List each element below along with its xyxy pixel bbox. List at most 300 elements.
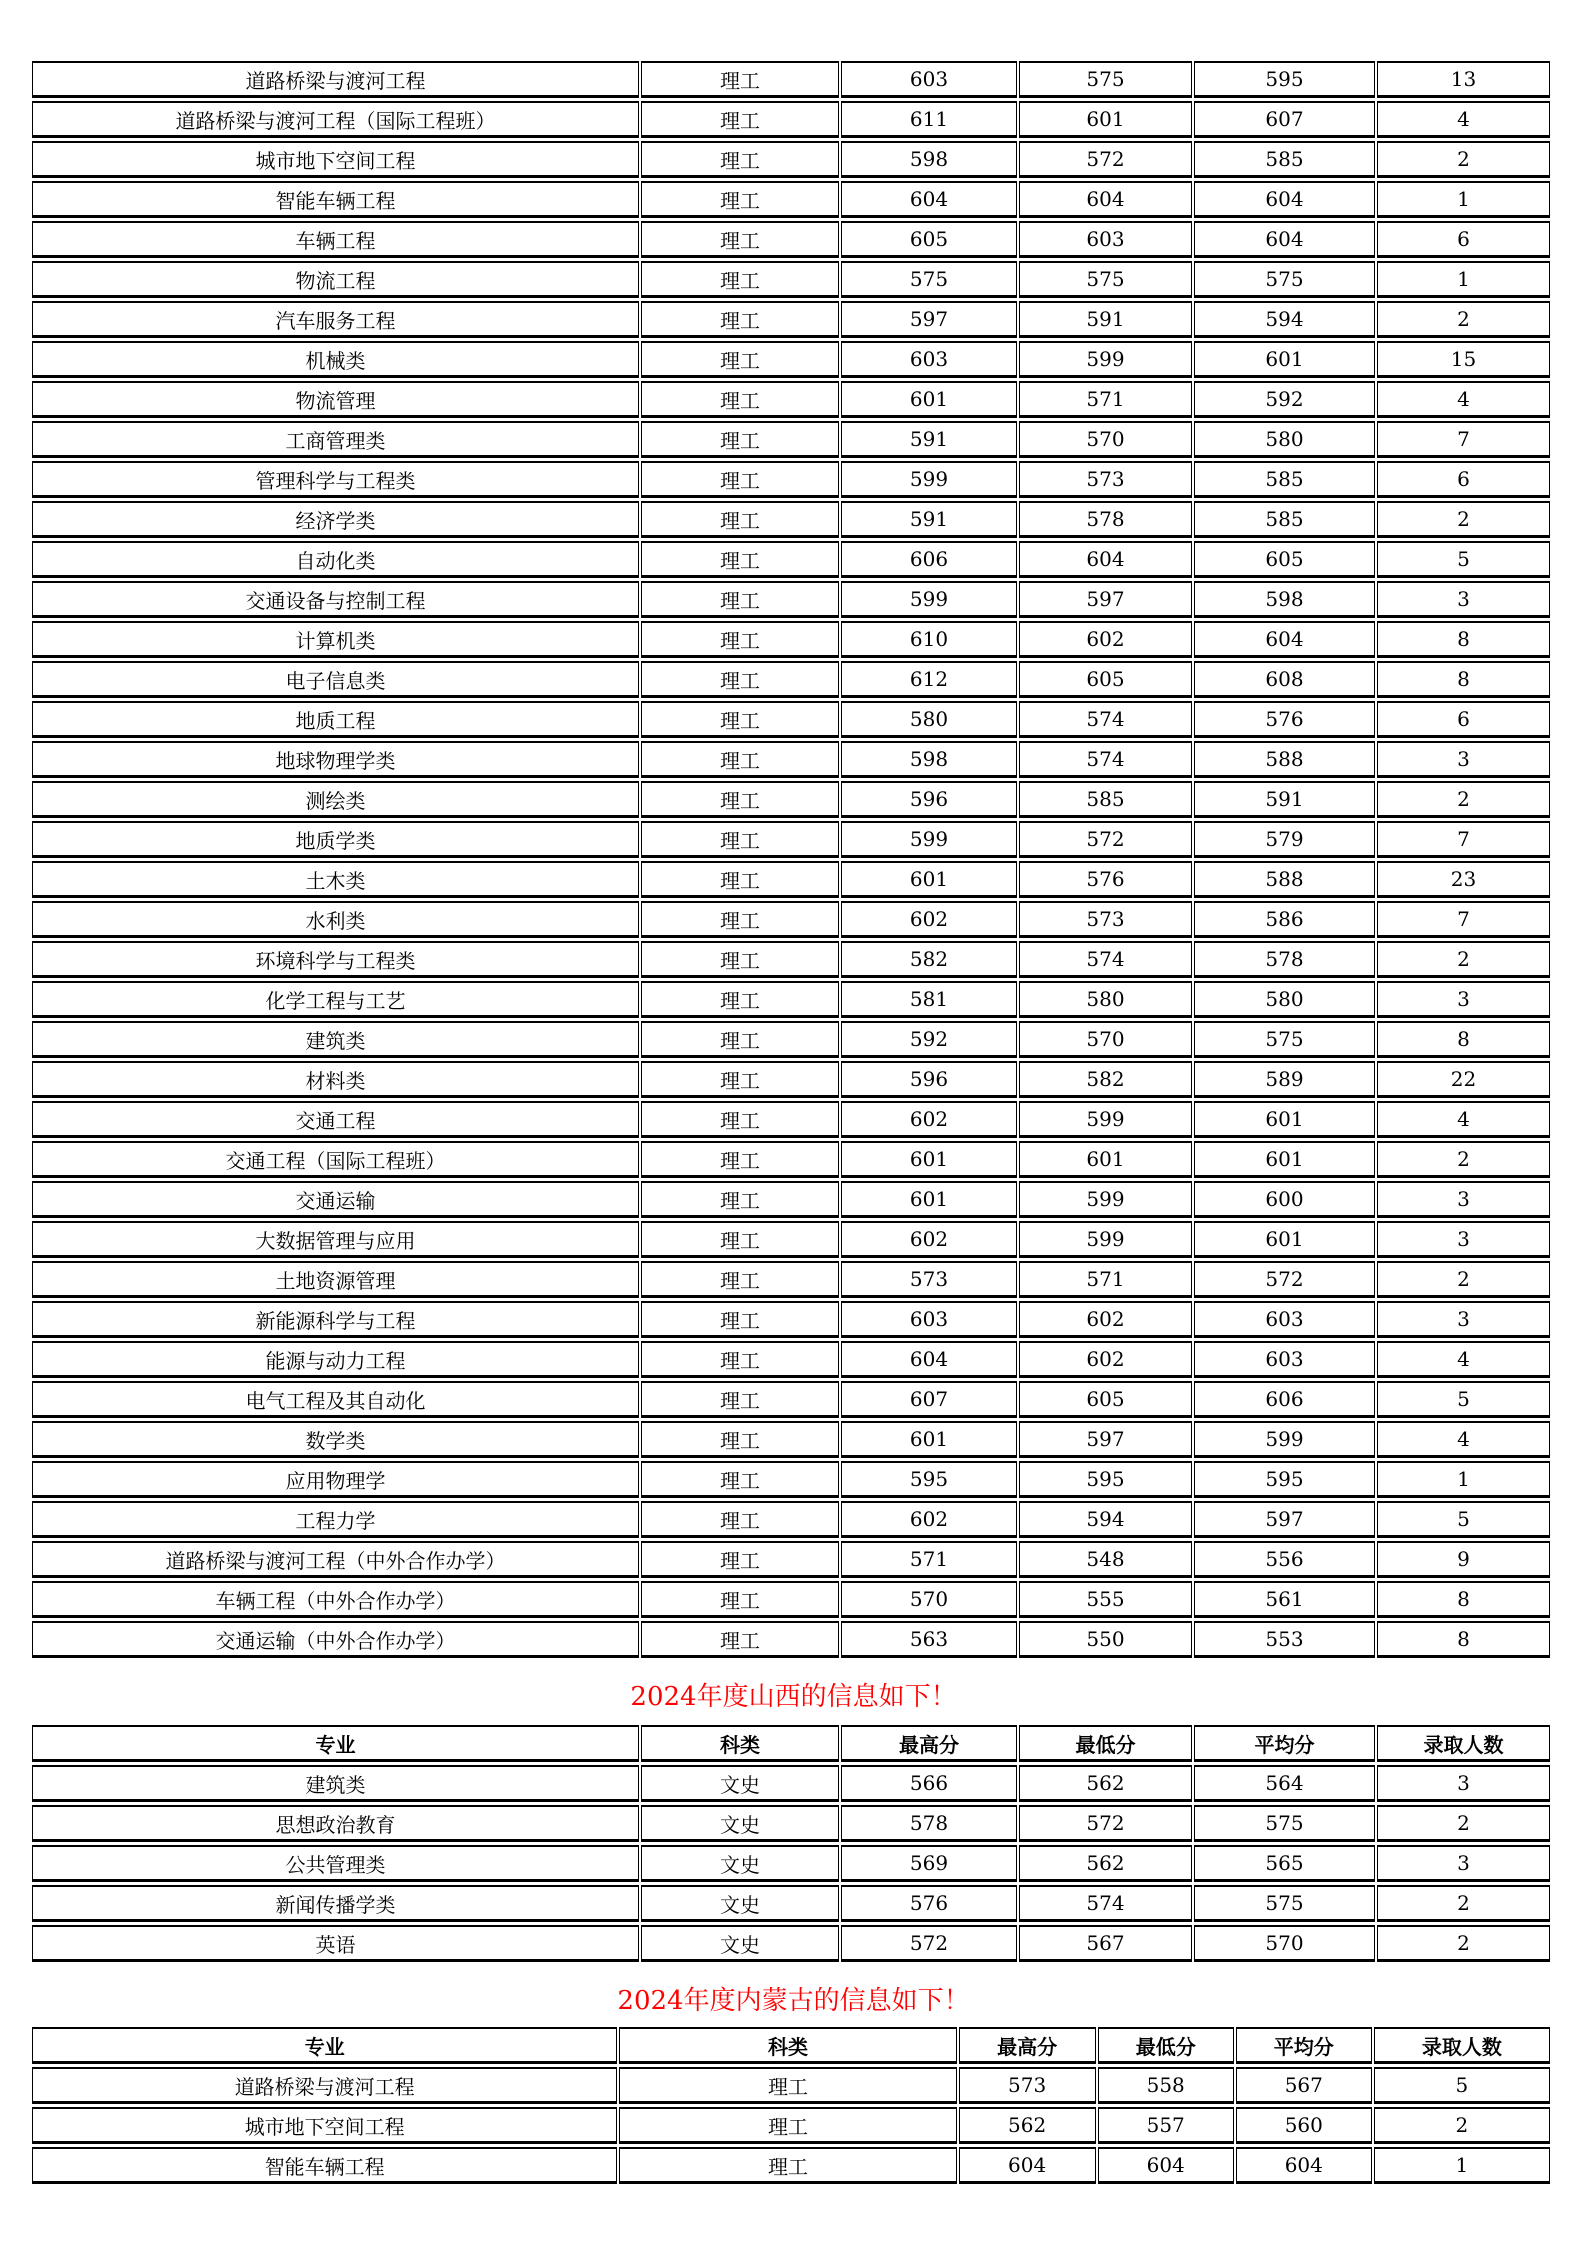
cell-admitted-count: 4 xyxy=(1377,381,1550,418)
admission-table-continued xyxy=(30,58,1552,1661)
table-row xyxy=(32,301,1550,338)
cell-min-score: 591 xyxy=(1019,301,1192,338)
cell-min-score: 574 xyxy=(1019,701,1192,738)
cell-category: 文史 xyxy=(641,1845,839,1882)
cell-min-score: 604 xyxy=(1019,541,1192,578)
cell-category: 理工 xyxy=(619,2147,956,2184)
cell-avg-score: 604 xyxy=(1194,621,1375,658)
cell-max-score: 601 xyxy=(841,861,1017,898)
cell-max-score: 575 xyxy=(841,261,1017,298)
table-row xyxy=(32,621,1550,658)
header-major: 专业 xyxy=(32,2027,617,2064)
cell-admitted-count: 22 xyxy=(1377,1061,1550,1098)
cell-category: 理工 xyxy=(641,981,839,1018)
cell-category: 理工 xyxy=(641,1341,839,1378)
cell-min-score: 601 xyxy=(1019,101,1192,138)
cell-category: 理工 xyxy=(641,421,839,458)
header-category: 科类 xyxy=(641,1725,839,1762)
cell-max-score: 612 xyxy=(841,661,1017,698)
cell-min-score: 594 xyxy=(1019,1501,1192,1538)
cell-major: 电子信息类 xyxy=(32,661,639,698)
cell-min-score: 604 xyxy=(1019,181,1192,218)
cell-max-score: 605 xyxy=(841,221,1017,258)
cell-category: 理工 xyxy=(641,1141,839,1178)
cell-avg-score: 578 xyxy=(1194,941,1375,978)
cell-category: 理工 xyxy=(641,1101,839,1138)
cell-category: 理工 xyxy=(641,501,839,538)
cell-max-score: 604 xyxy=(841,181,1017,218)
cell-avg-score: 595 xyxy=(1194,1461,1375,1498)
cell-admitted-count: 5 xyxy=(1377,541,1550,578)
cell-admitted-count: 5 xyxy=(1377,1501,1550,1538)
table-row xyxy=(32,381,1550,418)
cell-max-score: 611 xyxy=(841,101,1017,138)
cell-avg-score: 580 xyxy=(1194,421,1375,458)
cell-avg-score: 565 xyxy=(1194,1845,1375,1882)
cell-admitted-count: 7 xyxy=(1377,901,1550,938)
table-row xyxy=(32,901,1550,938)
cell-avg-score: 575 xyxy=(1194,1021,1375,1058)
header-row xyxy=(32,2027,1550,2064)
table-row xyxy=(32,661,1550,698)
cell-admitted-count: 5 xyxy=(1377,1381,1550,1418)
cell-admitted-count: 4 xyxy=(1377,101,1550,138)
cell-avg-score: 575 xyxy=(1194,261,1375,298)
cell-admitted-count: 8 xyxy=(1377,1621,1550,1658)
cell-major: 交通工程（国际工程班） xyxy=(32,1141,639,1178)
cell-admitted-count: 2 xyxy=(1377,1885,1550,1922)
cell-min-score: 603 xyxy=(1019,221,1192,258)
cell-major: 化学工程与工艺 xyxy=(32,981,639,1018)
cell-category: 理工 xyxy=(641,1461,839,1498)
cell-category: 理工 xyxy=(641,61,839,98)
cell-category: 理工 xyxy=(641,541,839,578)
cell-min-score: 595 xyxy=(1019,1461,1192,1498)
cell-avg-score: 589 xyxy=(1194,1061,1375,1098)
cell-max-score: 610 xyxy=(841,621,1017,658)
cell-max-score: 571 xyxy=(841,1541,1017,1578)
cell-min-score: 572 xyxy=(1019,821,1192,858)
cell-min-score: 585 xyxy=(1019,781,1192,818)
cell-major: 地质工程 xyxy=(32,701,639,738)
cell-category: 理工 xyxy=(641,381,839,418)
cell-max-score: 604 xyxy=(841,1341,1017,1378)
cell-category: 理工 xyxy=(641,941,839,978)
cell-avg-score: 606 xyxy=(1194,1381,1375,1418)
cell-admitted-count: 6 xyxy=(1377,701,1550,738)
cell-admitted-count: 1 xyxy=(1377,261,1550,298)
cell-min-score: 570 xyxy=(1019,421,1192,458)
cell-min-score: 599 xyxy=(1019,1101,1192,1138)
cell-admitted-count: 8 xyxy=(1377,1581,1550,1618)
cell-min-score: 575 xyxy=(1019,61,1192,98)
cell-avg-score: 560 xyxy=(1236,2107,1372,2144)
cell-avg-score: 567 xyxy=(1236,2067,1372,2104)
table-row xyxy=(32,981,1550,1018)
cell-avg-score: 607 xyxy=(1194,101,1375,138)
header-min-score: 最低分 xyxy=(1019,1725,1192,1762)
table-row xyxy=(32,501,1550,538)
cell-avg-score: 588 xyxy=(1194,861,1375,898)
cell-major: 交通运输 xyxy=(32,1181,639,1218)
table-row xyxy=(32,461,1550,498)
cell-major: 道路桥梁与渡河工程 xyxy=(32,61,639,98)
cell-major: 思想政治教育 xyxy=(32,1805,639,1842)
cell-max-score: 603 xyxy=(841,61,1017,98)
table-row xyxy=(32,2107,1550,2144)
section-title-shanxi: 2024年度山西的信息如下！ xyxy=(630,1682,957,1712)
cell-min-score: 601 xyxy=(1019,1141,1192,1178)
cell-avg-score: 598 xyxy=(1194,581,1375,618)
cell-avg-score: 608 xyxy=(1194,661,1375,698)
cell-min-score: 572 xyxy=(1019,141,1192,178)
cell-avg-score: 570 xyxy=(1194,1925,1375,1962)
cell-major: 建筑类 xyxy=(32,1021,639,1058)
table-row xyxy=(32,821,1550,858)
cell-admitted-count: 2 xyxy=(1374,2107,1550,2144)
cell-min-score: 550 xyxy=(1019,1621,1192,1658)
cell-category: 理工 xyxy=(641,781,839,818)
cell-major: 物流管理 xyxy=(32,381,639,418)
cell-max-score: 576 xyxy=(841,1885,1017,1922)
cell-major: 道路桥梁与渡河工程（中外合作办学） xyxy=(32,1541,639,1578)
cell-min-score: 574 xyxy=(1019,741,1192,778)
cell-admitted-count: 2 xyxy=(1377,1925,1550,1962)
cell-avg-score: 604 xyxy=(1194,181,1375,218)
header-max-score: 最高分 xyxy=(841,1725,1017,1762)
cell-admitted-count: 2 xyxy=(1377,941,1550,978)
section-title-neimenggu: 2024年度内蒙古的信息如下！ xyxy=(617,1986,970,2016)
header-min-score: 最低分 xyxy=(1098,2027,1234,2064)
cell-category: 理工 xyxy=(641,1501,839,1538)
cell-admitted-count: 3 xyxy=(1377,1845,1550,1882)
admission-table-shanxi xyxy=(30,1722,1552,1965)
header-admitted-count: 录取人数 xyxy=(1377,1725,1550,1762)
cell-max-score: 563 xyxy=(841,1621,1017,1658)
cell-max-score: 602 xyxy=(841,1501,1017,1538)
cell-admitted-count: 4 xyxy=(1377,1341,1550,1378)
cell-category: 理工 xyxy=(641,221,839,258)
cell-max-score: 566 xyxy=(841,1765,1017,1802)
cell-category: 理工 xyxy=(641,301,839,338)
cell-max-score: 603 xyxy=(841,341,1017,378)
table-row xyxy=(32,261,1550,298)
cell-min-score: 571 xyxy=(1019,381,1192,418)
table-row xyxy=(32,1301,1550,1338)
header-admitted-count: 录取人数 xyxy=(1374,2027,1550,2064)
cell-admitted-count: 2 xyxy=(1377,1141,1550,1178)
cell-category: 文史 xyxy=(641,1885,839,1922)
cell-avg-score: 580 xyxy=(1194,981,1375,1018)
cell-category: 理工 xyxy=(641,901,839,938)
cell-admitted-count: 6 xyxy=(1377,461,1550,498)
cell-admitted-count: 1 xyxy=(1374,2147,1550,2184)
cell-avg-score: 561 xyxy=(1194,1581,1375,1618)
cell-category: 理工 xyxy=(641,581,839,618)
cell-min-score: 570 xyxy=(1019,1021,1192,1058)
table-row xyxy=(32,701,1550,738)
table-row xyxy=(32,2147,1550,2184)
cell-max-score: 606 xyxy=(841,541,1017,578)
cell-admitted-count: 1 xyxy=(1377,181,1550,218)
cell-min-score: 599 xyxy=(1019,1221,1192,1258)
cell-major: 地球物理学类 xyxy=(32,741,639,778)
cell-category: 理工 xyxy=(641,1301,839,1338)
cell-avg-score: 604 xyxy=(1236,2147,1372,2184)
cell-major: 应用物理学 xyxy=(32,1461,639,1498)
cell-major: 交通设备与控制工程 xyxy=(32,581,639,618)
table-row xyxy=(32,1181,1550,1218)
cell-min-score: 599 xyxy=(1019,1181,1192,1218)
cell-avg-score: 553 xyxy=(1194,1621,1375,1658)
cell-max-score: 572 xyxy=(841,1925,1017,1962)
cell-min-score: 574 xyxy=(1019,941,1192,978)
header-avg-score: 平均分 xyxy=(1236,2027,1372,2064)
cell-admitted-count: 2 xyxy=(1377,301,1550,338)
cell-admitted-count: 2 xyxy=(1377,1261,1550,1298)
table-row xyxy=(32,1341,1550,1378)
cell-category: 理工 xyxy=(641,621,839,658)
cell-major: 城市地下空间工程 xyxy=(32,2107,617,2144)
table-row xyxy=(32,1805,1550,1842)
cell-admitted-count: 1 xyxy=(1377,1461,1550,1498)
cell-admitted-count: 2 xyxy=(1377,781,1550,818)
table-row xyxy=(32,101,1550,138)
cell-min-score: 576 xyxy=(1019,861,1192,898)
cell-major: 物流工程 xyxy=(32,261,639,298)
cell-min-score: 602 xyxy=(1019,621,1192,658)
cell-major: 道路桥梁与渡河工程（国际工程班） xyxy=(32,101,639,138)
cell-category: 文史 xyxy=(641,1925,839,1962)
cell-min-score: 573 xyxy=(1019,461,1192,498)
table-row xyxy=(32,1541,1550,1578)
cell-avg-score: 600 xyxy=(1194,1181,1375,1218)
cell-max-score: 603 xyxy=(841,1301,1017,1338)
cell-avg-score: 585 xyxy=(1194,141,1375,178)
cell-admitted-count: 4 xyxy=(1377,1101,1550,1138)
table-row xyxy=(32,1101,1550,1138)
cell-category: 理工 xyxy=(641,1181,839,1218)
cell-min-score: 602 xyxy=(1019,1341,1192,1378)
cell-min-score: 574 xyxy=(1019,1885,1192,1922)
cell-category: 理工 xyxy=(641,1421,839,1458)
cell-major: 新能源科学与工程 xyxy=(32,1301,639,1338)
cell-major: 土地资源管理 xyxy=(32,1261,639,1298)
cell-avg-score: 556 xyxy=(1194,1541,1375,1578)
cell-major: 英语 xyxy=(32,1925,639,1962)
table-row xyxy=(32,1141,1550,1178)
cell-major: 道路桥梁与渡河工程 xyxy=(32,2067,617,2104)
cell-category: 理工 xyxy=(619,2067,956,2104)
cell-avg-score: 604 xyxy=(1194,221,1375,258)
cell-major: 公共管理类 xyxy=(32,1845,639,1882)
cell-major: 电气工程及其自动化 xyxy=(32,1381,639,1418)
table-row xyxy=(32,1845,1550,1882)
table-row xyxy=(32,1261,1550,1298)
table-row xyxy=(32,1381,1550,1418)
cell-major: 数学类 xyxy=(32,1421,639,1458)
table-row xyxy=(32,141,1550,178)
cell-major: 建筑类 xyxy=(32,1765,639,1802)
cell-admitted-count: 3 xyxy=(1377,981,1550,1018)
cell-avg-score: 585 xyxy=(1194,501,1375,538)
cell-major: 管理科学与工程类 xyxy=(32,461,639,498)
cell-major: 工程力学 xyxy=(32,1501,639,1538)
cell-major: 交通运输（中外合作办学） xyxy=(32,1621,639,1658)
cell-admitted-count: 3 xyxy=(1377,1765,1550,1802)
table-row xyxy=(32,1221,1550,1258)
cell-avg-score: 586 xyxy=(1194,901,1375,938)
cell-admitted-count: 3 xyxy=(1377,1181,1550,1218)
cell-min-score: 548 xyxy=(1019,1541,1192,1578)
cell-admitted-count: 3 xyxy=(1377,741,1550,778)
cell-max-score: 602 xyxy=(841,901,1017,938)
table-row xyxy=(32,1581,1550,1618)
table-row xyxy=(32,1421,1550,1458)
cell-admitted-count: 13 xyxy=(1377,61,1550,98)
cell-avg-score: 601 xyxy=(1194,341,1375,378)
cell-avg-score: 576 xyxy=(1194,701,1375,738)
cell-category: 理工 xyxy=(641,1261,839,1298)
cell-major: 土木类 xyxy=(32,861,639,898)
cell-major: 能源与动力工程 xyxy=(32,1341,639,1378)
table-row xyxy=(32,581,1550,618)
cell-min-score: 597 xyxy=(1019,581,1192,618)
cell-max-score: 580 xyxy=(841,701,1017,738)
header-row xyxy=(32,1725,1550,1762)
cell-avg-score: 595 xyxy=(1194,61,1375,98)
cell-avg-score: 579 xyxy=(1194,821,1375,858)
cell-max-score: 562 xyxy=(959,2107,1096,2144)
table-row xyxy=(32,1061,1550,1098)
cell-admitted-count: 9 xyxy=(1377,1541,1550,1578)
cell-avg-score: 594 xyxy=(1194,301,1375,338)
cell-category: 理工 xyxy=(641,1061,839,1098)
cell-admitted-count: 2 xyxy=(1377,1805,1550,1842)
cell-avg-score: 601 xyxy=(1194,1101,1375,1138)
cell-avg-score: 605 xyxy=(1194,541,1375,578)
cell-category: 理工 xyxy=(641,261,839,298)
cell-admitted-count: 15 xyxy=(1377,341,1550,378)
table-row xyxy=(32,181,1550,218)
cell-max-score: 598 xyxy=(841,741,1017,778)
cell-category: 理工 xyxy=(641,661,839,698)
cell-min-score: 599 xyxy=(1019,341,1192,378)
cell-max-score: 601 xyxy=(841,381,1017,418)
cell-max-score: 601 xyxy=(841,1181,1017,1218)
cell-avg-score: 575 xyxy=(1194,1805,1375,1842)
cell-max-score: 601 xyxy=(841,1141,1017,1178)
table-row xyxy=(32,341,1550,378)
cell-category: 文史 xyxy=(641,1805,839,1842)
cell-avg-score: 592 xyxy=(1194,381,1375,418)
cell-min-score: 597 xyxy=(1019,1421,1192,1458)
cell-min-score: 562 xyxy=(1019,1845,1192,1882)
table-row xyxy=(32,1885,1550,1922)
table-row xyxy=(32,1621,1550,1658)
cell-admitted-count: 8 xyxy=(1377,661,1550,698)
cell-max-score: 599 xyxy=(841,461,1017,498)
cell-major: 自动化类 xyxy=(32,541,639,578)
cell-min-score: 575 xyxy=(1019,261,1192,298)
table-row xyxy=(32,421,1550,458)
cell-min-score: 562 xyxy=(1019,1765,1192,1802)
cell-min-score: 555 xyxy=(1019,1581,1192,1618)
cell-avg-score: 601 xyxy=(1194,1141,1375,1178)
cell-max-score: 599 xyxy=(841,821,1017,858)
header-max-score: 最高分 xyxy=(959,2027,1096,2064)
table-row xyxy=(32,1765,1550,1802)
header-avg-score: 平均分 xyxy=(1194,1725,1375,1762)
table-row xyxy=(32,1461,1550,1498)
table-row xyxy=(32,861,1550,898)
cell-min-score: 605 xyxy=(1019,1381,1192,1418)
cell-max-score: 591 xyxy=(841,421,1017,458)
cell-max-score: 599 xyxy=(841,581,1017,618)
cell-min-score: 605 xyxy=(1019,661,1192,698)
cell-category: 理工 xyxy=(641,1581,839,1618)
table-row xyxy=(32,941,1550,978)
cell-category: 理工 xyxy=(641,461,839,498)
table-row xyxy=(32,541,1550,578)
table-row xyxy=(32,1925,1550,1962)
cell-admitted-count: 5 xyxy=(1374,2067,1550,2104)
cell-major: 机械类 xyxy=(32,341,639,378)
cell-major: 智能车辆工程 xyxy=(32,2147,617,2184)
cell-category: 理工 xyxy=(641,1541,839,1578)
cell-major: 材料类 xyxy=(32,1061,639,1098)
cell-max-score: 578 xyxy=(841,1805,1017,1842)
table-row xyxy=(32,2067,1550,2104)
header-major: 专业 xyxy=(32,1725,639,1762)
cell-category: 文史 xyxy=(641,1765,839,1802)
cell-category: 理工 xyxy=(641,101,839,138)
cell-max-score: 596 xyxy=(841,781,1017,818)
cell-avg-score: 599 xyxy=(1194,1421,1375,1458)
cell-max-score: 598 xyxy=(841,141,1017,178)
cell-admitted-count: 8 xyxy=(1377,621,1550,658)
cell-category: 理工 xyxy=(641,1381,839,1418)
cell-min-score: 558 xyxy=(1098,2067,1234,2104)
cell-avg-score: 597 xyxy=(1194,1501,1375,1538)
cell-max-score: 573 xyxy=(841,1261,1017,1298)
cell-major: 工商管理类 xyxy=(32,421,639,458)
cell-avg-score: 572 xyxy=(1194,1261,1375,1298)
cell-major: 地质学类 xyxy=(32,821,639,858)
cell-max-score: 596 xyxy=(841,1061,1017,1098)
cell-category: 理工 xyxy=(641,1021,839,1058)
cell-major: 城市地下空间工程 xyxy=(32,141,639,178)
cell-category: 理工 xyxy=(641,341,839,378)
cell-avg-score: 564 xyxy=(1194,1765,1375,1802)
cell-major: 智能车辆工程 xyxy=(32,181,639,218)
table-row xyxy=(32,1021,1550,1058)
table-row xyxy=(32,781,1550,818)
cell-category: 理工 xyxy=(641,1221,839,1258)
cell-avg-score: 585 xyxy=(1194,461,1375,498)
cell-min-score: 582 xyxy=(1019,1061,1192,1098)
admission-table-neimenggu xyxy=(30,2024,1552,2187)
cell-max-score: 591 xyxy=(841,501,1017,538)
cell-min-score: 602 xyxy=(1019,1301,1192,1338)
cell-category: 理工 xyxy=(641,861,839,898)
cell-max-score: 602 xyxy=(841,1101,1017,1138)
cell-max-score: 581 xyxy=(841,981,1017,1018)
cell-major: 计算机类 xyxy=(32,621,639,658)
cell-min-score: 580 xyxy=(1019,981,1192,1018)
cell-major: 新闻传播学类 xyxy=(32,1885,639,1922)
cell-max-score: 597 xyxy=(841,301,1017,338)
